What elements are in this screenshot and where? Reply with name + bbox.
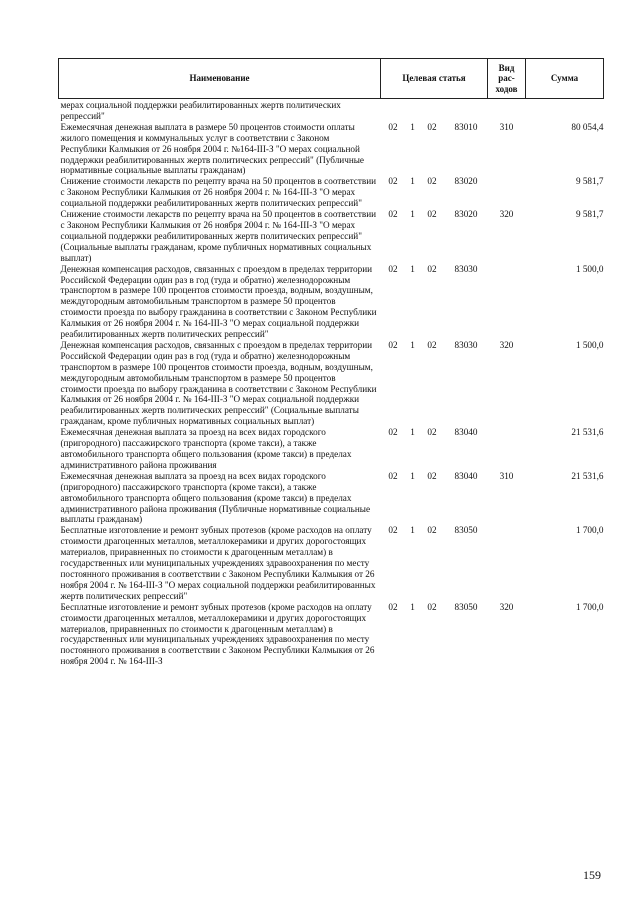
row-code-program: 02 <box>388 176 398 187</box>
table-header <box>59 59 604 99</box>
table-body <box>59 99 604 668</box>
row-name: Денежная компенсация расходов, связанных с проездом в пределах территории Российской Федерации один раз в год (туда и обратно) железнодорожным транспортом в размере 100 процентов стоимости проезда, водным, воздушным, междугородным автомобильным транспортом в размере 50 процентов стоимости проезда по выбору гражданина в соответствии с Законом Республики Калмыкия от 26 ноября 2004 г. № 164-III-З "О мерах социальной поддержки реабилитированных жертв политических репрессий" (Социальные выплаты гражданам, кроме публичных нормативных социальных выплат) <box>60 339 377 427</box>
row-code-subprogram: 1 <box>410 525 415 536</box>
row-code-direction: 83030 <box>454 263 478 274</box>
row-sum: 1 700,0 <box>575 601 604 612</box>
row-code-subprogram <box>406 99 420 122</box>
row-code-activity: 02 <box>427 601 437 612</box>
row-code-direction: 83020 <box>454 209 478 220</box>
table-row <box>59 525 604 601</box>
row-code-activity: 02 <box>427 263 437 274</box>
row-code-subprogram: 1 <box>410 427 415 438</box>
budget-table <box>58 58 604 667</box>
header-sum: Сумма <box>526 59 604 99</box>
row-name: Снижение стоимости лекарств по рецепту врача на 50 процентов в соответствии с Законом Республики Калмыкия от 26 ноября 2004 г. № 164-III-З "О мерах социальной поддержки реабилитированных жертв политических репрессий" (Социальные выплаты гражданам, кроме публичных нормативных социальных выплат) <box>60 209 377 263</box>
row-code-program: 02 <box>388 601 398 612</box>
row-code-direction: 83040 <box>454 427 478 438</box>
row-code-subprogram: 1 <box>410 209 415 220</box>
row-code-program: 02 <box>388 525 398 536</box>
row-expense-type <box>488 525 526 601</box>
row-name: Бесплатные изготовление и ремонт зубных протезов (кроме расходов на оплату стоимости драгоценных металлов, металлокерамики и других дорогостоящих материалов, приравненных по стоимости к драгоценным металлам) в государственных или муниципальных учреждениях здравоохранения по месту постоянного проживания в соответствии с Законом Республики Калмыкия от 26 ноября 2004 г. № 164-III-З "О мерах социальной поддержки реабилитированных жертв политических репрессий" <box>60 525 376 601</box>
row-sum <box>526 99 604 122</box>
row-sum: 21 531,6 <box>571 470 604 481</box>
row-code-direction: 83050 <box>454 601 478 612</box>
row-code-subprogram: 1 <box>410 176 415 187</box>
row-code-direction: 83010 <box>454 121 478 132</box>
header-expense-type-line: ходов <box>495 83 518 94</box>
row-name: Бесплатные изготовление и ремонт зубных протезов (кроме расходов на оплату стоимости драгоценных металлов, металлокерамики и других дорогостоящих материалов, приравненных по стоимости к драгоценным металлам) в государственных или муниципальных учреждениях здравоохранения по месту постоянного проживания в соответствии с Законом Республики Калмыкия от 26 ноября 2004 г. № 164-III-З <box>60 601 375 667</box>
row-name: Ежемесячная денежная выплата за проезд на всех видах городского (пригородного) пассажирского транспорта (кроме такси), а также автомобильного транспорта общего пользования (кроме такси) в пределах административного района проживания <box>60 427 352 470</box>
row-code-program: 02 <box>388 263 398 274</box>
row-code-direction <box>445 99 488 122</box>
row-code-direction: 83020 <box>454 176 478 187</box>
table-row <box>59 209 604 264</box>
row-name: Денежная компенсация расходов, связанных с проездом в пределах территории Российской Федерации один раз в год (туда и обратно) железнодорожным транспортом в размере 100 процентов стоимости проезда, водным, воздушным, междугородным автомобильным транспортом в размере 50 процентов стоимости проезда по выбору гражданина в соответствии с Законом Республики Калмыкия от 26 ноября 2004 г. № 164-III-З "О мерах социальной поддержки реабилитированных жертв политических репрессий" <box>60 263 377 340</box>
row-code-activity: 02 <box>427 525 437 536</box>
header-target-article: Целевая статья <box>381 59 488 99</box>
row-expense-type: 320 <box>499 339 514 350</box>
row-code-activity: 02 <box>427 470 437 481</box>
row-sum: 21 531,6 <box>571 427 604 438</box>
row-sum: 80 054,4 <box>571 121 604 132</box>
table-row <box>59 602 604 667</box>
row-code-direction: 83050 <box>454 525 478 536</box>
row-code-activity: 02 <box>427 339 437 350</box>
row-code-subprogram: 1 <box>410 470 415 481</box>
header-expense-type-line: Вид <box>498 62 515 73</box>
row-code-activity: 02 <box>427 209 437 220</box>
row-expense-type: 320 <box>499 209 514 220</box>
row-code-program: 02 <box>388 427 398 438</box>
row-expense-type <box>488 427 526 471</box>
row-expense-type: 320 <box>499 601 514 612</box>
row-code-activity: 02 <box>427 427 437 438</box>
table-row <box>59 99 604 122</box>
row-code-direction: 83040 <box>454 470 478 481</box>
table-row <box>59 176 604 209</box>
row-code-subprogram: 1 <box>410 263 415 274</box>
page-number: 159 <box>583 868 601 882</box>
row-code-program: 02 <box>388 470 398 481</box>
table-row <box>59 427 604 471</box>
header-name: Наименование <box>59 59 381 99</box>
row-code-subprogram: 1 <box>410 601 415 612</box>
row-code-program: 02 <box>388 121 398 132</box>
table-row <box>59 340 604 427</box>
row-code-program: 02 <box>388 209 398 220</box>
table-row <box>59 471 604 526</box>
row-name: Ежемесячная денежная выплата за проезд на всех видах городского (пригородного) пассажирского транспорта (кроме такси), а также автомобильного транспорта общего пользования (кроме такси) в пределах административного района проживания (Публичные нормативные социальные выплаты гражданам) <box>60 470 371 525</box>
row-code-activity <box>420 99 445 122</box>
header-expense-type <box>488 59 526 99</box>
row-expense-type: 310 <box>499 121 514 132</box>
row-expense-type <box>488 176 526 209</box>
row-sum: 9 581,7 <box>575 209 604 220</box>
row-name: мерах социальной поддержки реабилитированных жертв политических репрессий" <box>60 100 341 121</box>
row-name: Снижение стоимости лекарств по рецепту врача на 50 процентов в соответствии с Законом Республики Калмыкия от 26 ноября 2004 г. № 164-III-З "О мерах социальной поддержки реабилитированных жертв политических репрессий" <box>60 176 377 209</box>
row-expense-type <box>488 99 526 122</box>
row-code-activity: 02 <box>427 121 437 132</box>
row-code-program <box>381 99 406 122</box>
row-sum: 1 700,0 <box>575 525 604 536</box>
row-sum: 1 500,0 <box>575 263 604 274</box>
table-row <box>59 264 604 340</box>
row-code-activity: 02 <box>427 176 437 187</box>
row-expense-type <box>488 264 526 340</box>
table-row <box>59 122 604 177</box>
row-sum: 1 500,0 <box>575 339 604 350</box>
row-name: Ежемесячная денежная выплата в размере 50 процентов стоимости оплаты жилого помещения и коммунальных услуг в соответствии с Законом Республики Калмыкия от 26 ноября 2004 г. №164-III-З "О мерах социальной поддержки реабилитированных жертв политических репрессий" (Публичные нормативные социальные выплаты гражданам) <box>60 121 365 176</box>
row-code-subprogram: 1 <box>410 339 415 350</box>
row-sum: 9 581,7 <box>575 176 604 187</box>
header-expense-type-line: рас- <box>498 73 515 84</box>
row-code-program: 02 <box>388 339 398 350</box>
row-code-subprogram: 1 <box>410 121 415 132</box>
row-code-direction: 83030 <box>454 339 478 350</box>
row-expense-type: 310 <box>499 470 514 481</box>
